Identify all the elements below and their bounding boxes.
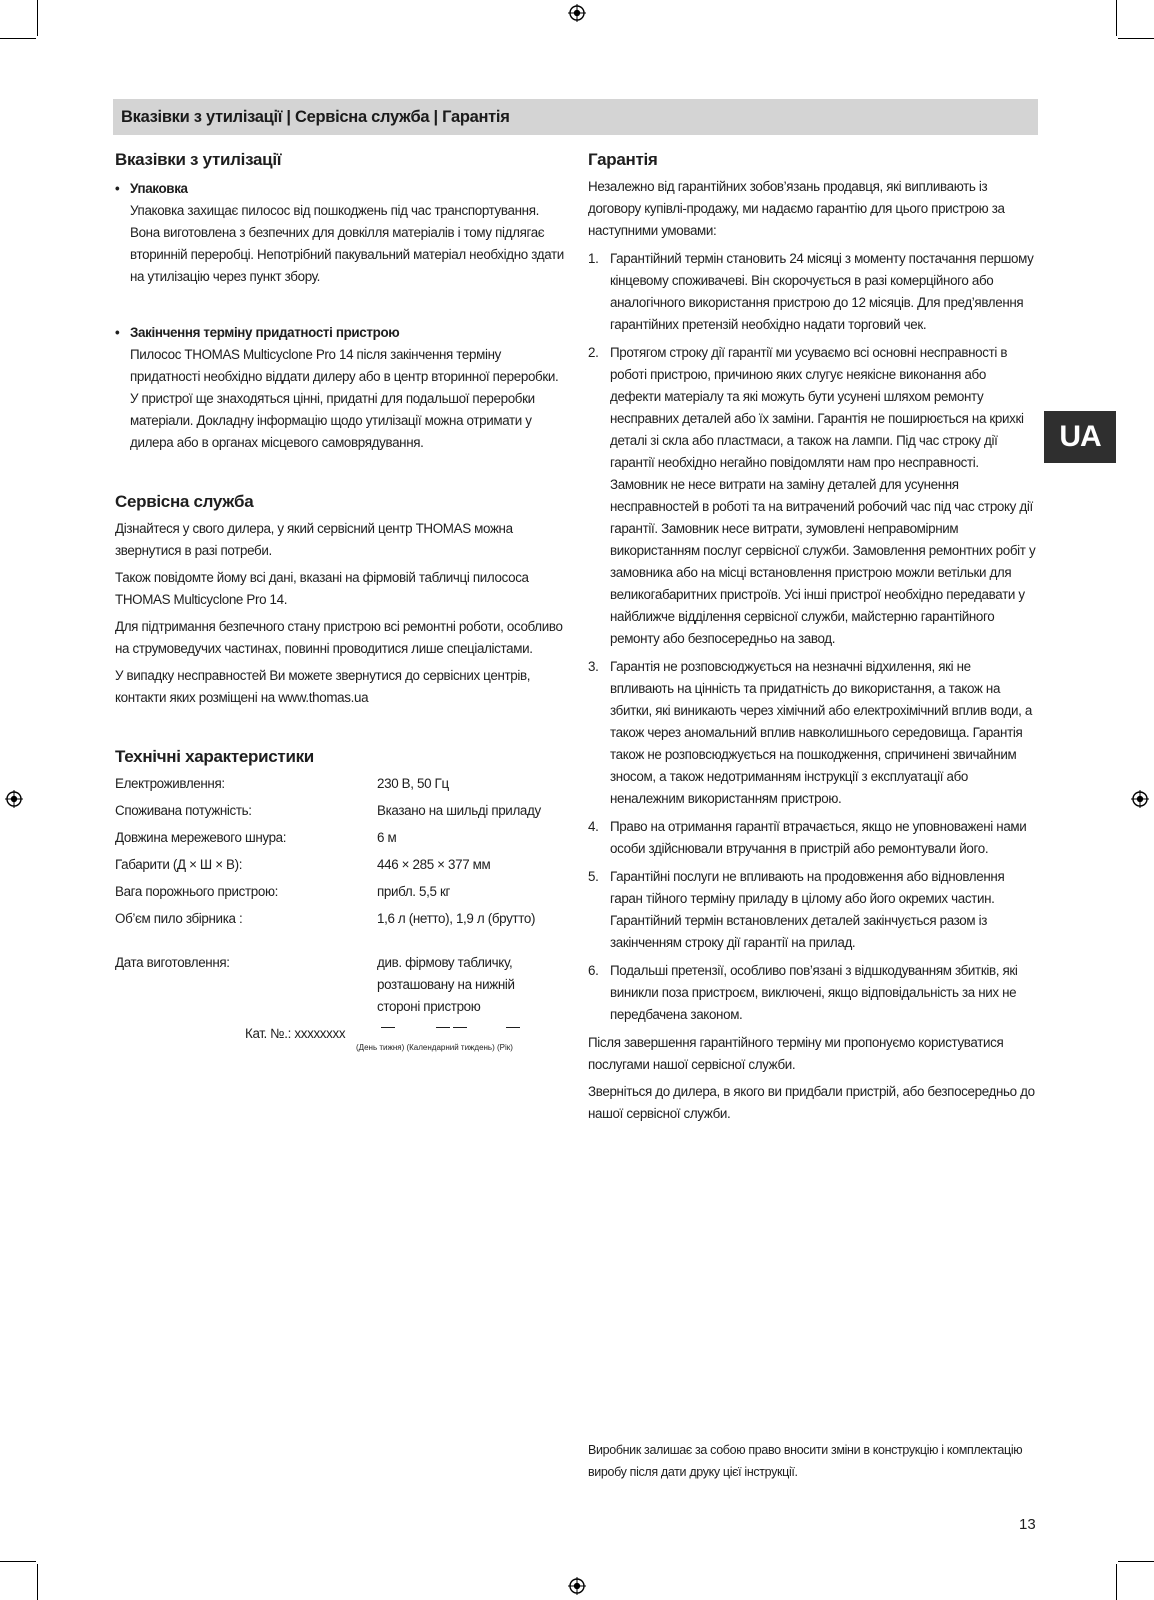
spec-label: Габарити (Д × Ш × В): [115, 857, 243, 872]
warranty-intro: Незалежно від гарантійних зобов’язань продавця, які випливають із договору купівлі-продажу, ми надаємо гарантію для цього пристрою за наступними умовами: [588, 179, 1005, 238]
crop-mark [1118, 1561, 1154, 1562]
disposal-heading: Вказівки з утилізації [115, 150, 282, 169]
item-number: 2. [588, 345, 599, 360]
item-text: Гарантійні послуги не впливають на продовження або відновлення гаран тійного терміну приладу в цілому або його окремих частин. Гарантійний термін встановлених деталей закінчується разом із закінченням строку дії гарантії на прилад. [610, 869, 1005, 950]
spec-label: Довжина мережевого шнура: [115, 830, 287, 845]
registration-mark-icon [5, 790, 23, 808]
service-paragraph: Також повідомте йому всі дані, вказані на фірмовій табличці пилососа THOMAS Multicyclone Pro 14. [115, 570, 529, 607]
crop-mark [1118, 38, 1154, 39]
item-number: 4. [588, 819, 599, 834]
spec-row [115, 854, 565, 876]
end-of-life-text: Пилосос THOMAS Multicyclone Pro 14 після закінчення терміну придатності необхідно віддати дилеру або в центр вторинної переробки. У пристрої ще знаходяться цінні, придатні для подальшої переробки матеріали. Докладну інформацію щодо утилізації можна отримати у дилера або в органах місцевого самоврядування. [130, 347, 559, 450]
spec-label: Електроживлення: [115, 776, 225, 791]
packaging-text: Упаковка захищає пилосос від пошкоджень під час транспортування. Вона виготовлена з безпечних для довкілля матеріалів і тому підлягає вторинній переробці. Непотрібний пакувальний матеріал необхідно здати на утилізацію через пункт збору. [130, 203, 564, 284]
crop-mark [37, 1564, 38, 1600]
spec-value: Вказано на шильді приладу [377, 803, 541, 818]
spec-row [115, 881, 565, 903]
footer-note: Виробник залишає за собою право вносити зміни в конструкцію і комплектацію виробу після дати друку цієї інструкції. [588, 1443, 1023, 1479]
service-paragraph: Для підтримання безпечного стану пристрою всі ремонтні роботи, особливо на струмоведучих частинах, повинні проводитися лише спеціалістами. [115, 619, 563, 656]
date-blank [506, 1027, 520, 1028]
crop-mark [1116, 1564, 1117, 1600]
item-number: 3. [588, 659, 599, 674]
end-of-life-title: • Закінчення терміну придатності пристрою [115, 322, 565, 344]
warranty-item [588, 248, 1036, 336]
warranty-after: Після завершення гарантійного терміну ми пропонуємо користуватися послугами нашої сервісної служби. [588, 1035, 1004, 1072]
catalog-number-line [115, 1023, 565, 1053]
section-header-bar [113, 99, 1038, 135]
service-paragraph: Дізнайтеся у свого дилера, у який сервісний центр THOMAS можна звернутися в разі потреби. [115, 521, 513, 558]
packaging-title: • Упаковка [115, 178, 565, 200]
item-text: Протягом строку дії гарантії ми усуваємо всі основні несправності в роботі пристрою, причиною яких слугує неякісне виконання або дефекти матеріалу та які можуть бути усунені шляхом ремонту несправних деталей або їх заміни. Гарантія не поширюється на крихкі деталі зі скла або пластмаси, а також на лампи. Під час строку дії гарантії необхідно негайно повідомляти нам про несправності. Замовник не несе витрати на заміну деталей для усунення несправностей в роботі та на витрачений робочий час під час строку дії гарантії. Замовник несе витрати, зумовлені неправомірним використанням послуг сервісної служби. Замовлення ремонтних робіт у замовника або на місці встановлення пристрою можли ветільки для великогабаритних пристроїв. Усі інші пристрої необхідно передавати у найближче відділення сервісної служби, майстерню гарантійного ремонту або безпосередньо на завод. [610, 345, 1036, 646]
spec-row [115, 827, 565, 849]
language-tab: UA [1044, 411, 1116, 463]
warranty-list [588, 248, 1036, 1026]
section-header-title: Вказівки з утилізації | Сервісна служба | Гарантія [121, 107, 510, 126]
item-number: 6. [588, 963, 599, 978]
service-heading: Сервісна служба [115, 492, 254, 511]
date-legend: (День тижня) (Календарний тиждень) (Рік) [356, 1043, 513, 1052]
spec-value: 1,6 л (нетто), 1,9 л (брутто) [377, 911, 536, 926]
specs-table [115, 773, 565, 1018]
spec-label: Споживана потужність: [115, 803, 252, 818]
crop-mark [0, 1561, 36, 1562]
spec-value: прибл. 5,5 кг [377, 884, 451, 899]
spec-value: 6 м [377, 830, 397, 845]
warranty-item [588, 816, 1036, 860]
warranty-contact: Зверніться до дилера, в якого ви придбали пристрій, або безпосередньо до нашої сервісної служби. [588, 1084, 1035, 1121]
item-text: Гарантія не розповсюджується на незначні відхилення, які не впливають на цінність та придатність до використання, а також на збитки, які виникають через хімічний або електрохімічний вплив води, а також через аномальний вплив навколишнього середовища. Гарантія також не розповсюджується на пошкодження, спричинені звичайним зносом, а також недотриманням інструкції з експлуатації або неналежним використанням пристрою. [610, 659, 1032, 806]
item-text: Гарантійний термін становить 24 місяці з моменту постачання першому кінцевому споживачеві. Він скорочується в разі комерційного або аналогічного використання пристрою до 12 місяців. Для пред’явлення гарантійних претензій необхідно надати торговий чек. [610, 251, 1034, 332]
warranty-heading: Гарантія [588, 150, 658, 169]
spec-value: див. фірмову табличку, розташовану на нижній стороні пристрою [377, 955, 515, 1014]
warranty-item [588, 960, 1036, 1026]
spec-label: Об’єм пило збірника : [115, 911, 243, 926]
date-blank [381, 1027, 395, 1028]
registration-mark-icon [568, 4, 586, 22]
specs-heading: Технічні характеристики [115, 747, 314, 766]
left-column [115, 148, 565, 1053]
spec-row-manufacture [115, 952, 565, 1018]
date-blank [436, 1027, 450, 1028]
crop-mark [0, 38, 36, 39]
page-number: 13 [1019, 1516, 1036, 1533]
warranty-item [588, 866, 1036, 954]
spec-value: 230 В, 50 Гц [377, 776, 449, 791]
service-paragraph: У випадку несправностей Ви можете звернутися до сервісних центрів, контакти яких розміщені на www.thomas.ua [115, 668, 531, 705]
item-text: Подальші претензії, особливо пов’язані з відшкодуванням збитків, які виникли поза пристроєм, виключені, якщо відповідальність за них не передбачена законом. [610, 963, 1018, 1022]
catalog-number: Кат. №.: xxxxxxxx [245, 1026, 346, 1041]
spec-label: Дата виготовлення: [115, 955, 230, 970]
registration-mark-icon [568, 1577, 586, 1595]
spec-row [115, 908, 565, 930]
crop-mark [37, 0, 38, 36]
spec-value: 446 × 285 × 377 мм [377, 857, 491, 872]
spec-label: Вага порожнього пристрою: [115, 884, 279, 899]
spec-row [115, 773, 565, 795]
warranty-item [588, 656, 1036, 810]
crop-mark [1116, 0, 1117, 36]
warranty-item [588, 342, 1036, 650]
date-blank [453, 1027, 467, 1028]
right-column [588, 148, 1036, 1125]
item-text: Право на отримання гарантії втрачається, якщо не уповноважені нами особи здійснювали втручання в пристрій або ремонтували його. [610, 819, 1027, 856]
item-number: 1. [588, 251, 599, 266]
registration-mark-icon [1131, 790, 1149, 808]
spec-row [115, 800, 565, 822]
item-number: 5. [588, 869, 599, 884]
